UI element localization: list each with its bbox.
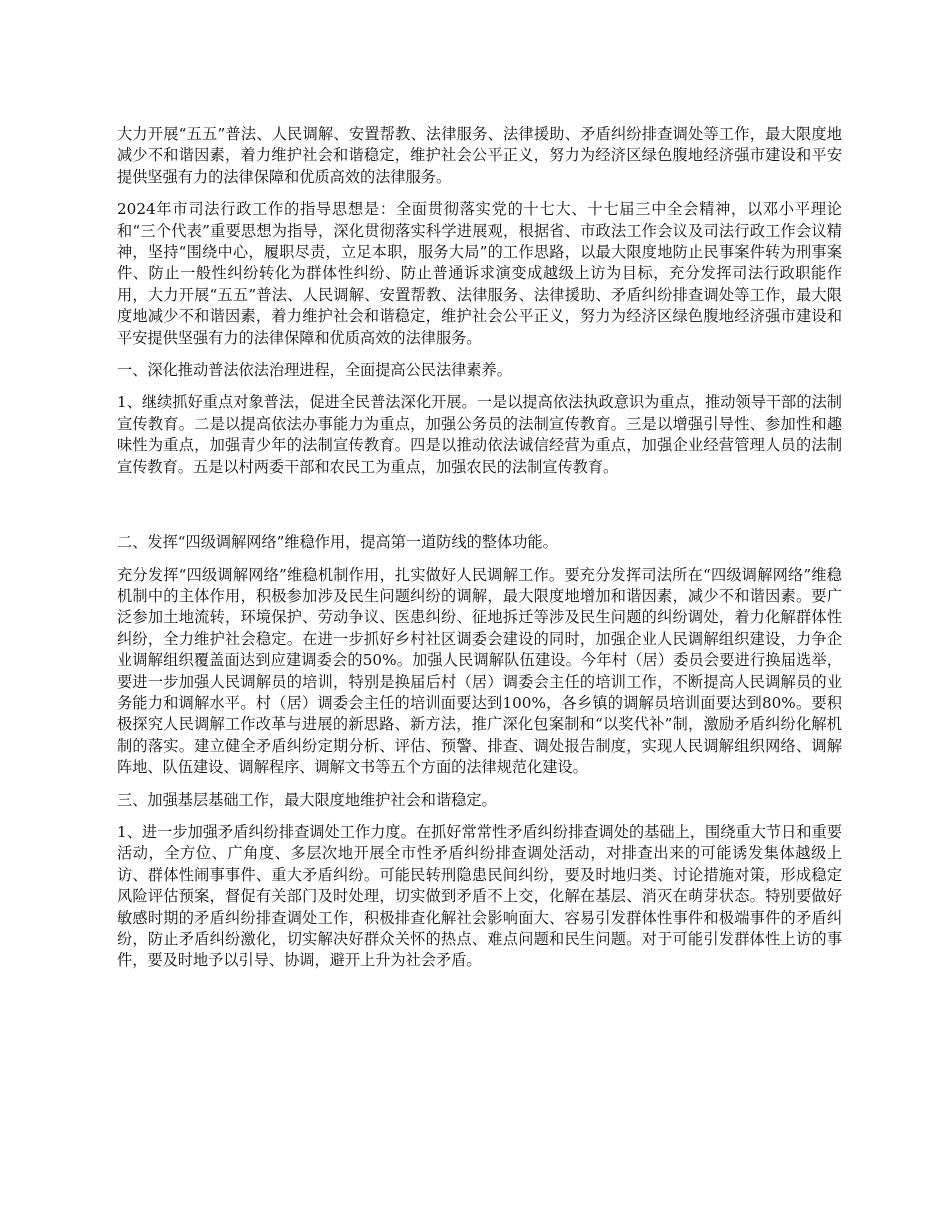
blank-spacer <box>117 489 842 532</box>
paragraph-legal-education: 1、继续抓好重点对象普法，促进全民普法深化开展。一是以提高依法执政意识为重点，推动领导干部的法制宣传教育。二是以提高依法办事能力为重点，加强公务员的法制宣传教育。三是以增强引导性、参加性和趣味性为重点，加强青少年的法制宣传教育。四是以推动依法诚信经营为重点，加强企业经营管理人员的法制宣传教育。五是以村两委干部和农民工为重点，加强农民的法制宣传教育。 <box>117 393 842 476</box>
paragraph-dispute-resolution: 1、进一步加强矛盾纠纷排查调处工作力度。在抓好常常性矛盾纠纷排查调处的基础上，围绕重大节日和重要活动，全方位、广角度、多层次地开展全市性矛盾纠纷排查调处活动，对排查出来的可能诱发集体越级上访、群体性闹事事件、重大矛盾纠纷。可能民转刑隐患民间纠纷，要及时地归类、讨论措施对策，形成稳定风险评估预案，督促有关部门及时处理，切实做到矛盾不上交，化解在基层、消灭在萌芽状态。特别要做好敏感时期的矛盾纠纷排查调处工作，积极排查化解社会影响面大、容易引发群体性事件和极端事件的矛盾纠纷，防止矛盾纠纷激化，切实解决好群众关怀的热点、难点问题和民生问题。对于可能引发群体性上访的事件，要及时地予以引导、协调，避开上升为社会矛盾。 <box>117 822 842 970</box>
section-heading-2: 二、发挥“四级调解网络”维稳作用，提高第一道防线的整体功能。 <box>117 533 558 552</box>
paragraph-mediation-network: 充分发挥“四级调解网络”维稳机制作用，扎实做好人民调解工作。要充分发挥司法所在“四级调解网络”维稳机制中的主体作用，积极参加涉及民生问题纠纷的调解，最大限度地增加和谐因素，减少不和谐因素。要广泛参加土地流转，环境保护、劳动争议、医患纠纷、征地拆迁等涉及民生问题的纠纷调处，着力化解群体性纠纷，全力维护社会稳定。在进一步抓好乡村社区调委会建设的同时，加强企业人民调解组织建设，力争企业调解组织覆盖面达到应建调委会的50%。加强人民调解队伍建设。今年村（居）委员会要进行换届选举，要进一步加强人民调解员的培训，特别是换届后村（居）调委会主任的培训工作，不断提高人民调解员的业务能力和调解水平。村（居）调委会主任的培训面要达到100%，各乡镇的调解员培训面要达到80%。要积极探究人民调解工作改革与进展的新思路、新方法，推广深化包案制和“以奖代补”制，激励矛盾纠纷化解机制的落实。建立健全矛盾纠纷定期分析、评估、预警、排查、调处报告制度，实现人民调解组织网络、调解阵地、队伍建设、调解程序、调解文书等五个方面的法律规范化建设。 <box>117 565 842 777</box>
paragraph-intro: 大力开展“五五”普法、人民调解、安置帮教、法律服务、法律援助、矛盾纠纷排查调处等工作，最大限度地减少不和谐因素，着力维护社会和谐稳定，维护社会公平正义，努力为经济区绿色腹地经济强市建设和平安提供坚强有力的法律保障和优质高效的法律服务。 <box>117 125 842 186</box>
document-body <box>117 124 842 983</box>
section-heading-1: 一、深化推动普法依法治理进程，全面提高公民法律素养。 <box>117 361 512 380</box>
section-heading-3: 三、加强基层基础工作，最大限度地维护社会和谐稳定。 <box>117 790 497 809</box>
paragraph-guiding-thought: 2024年市司法行政工作的指导思想是：全面贯彻落实党的十七大、十七届三中全会精神，以邓小平理论和“三个代表”重要思想为指导，深化贯彻落实科学进展观，根据省、市政法工作会议及司法行政工作会议精神，坚持“围绕中心，履职尽责，立足本职，服务大局”的工作思路，以最大限度地防止民事案件转为刑事案件、防止一般性纠纷转化为群体性纠纷、防止普通诉求演变成越级上访为目标，充分发挥司法行政职能作用，大力开展“五五”普法、人民调解、安置帮教、法律服务、法律援助、矛盾纠纷排查调处等工作，最大限度地减少不和谐因素，着力维护社会和谐稳定，维护社会公平正义，努力为经济区绿色腹地经济强市建设和平安提供坚强有力的法律保障和优质高效的法律服务。 <box>117 200 842 347</box>
